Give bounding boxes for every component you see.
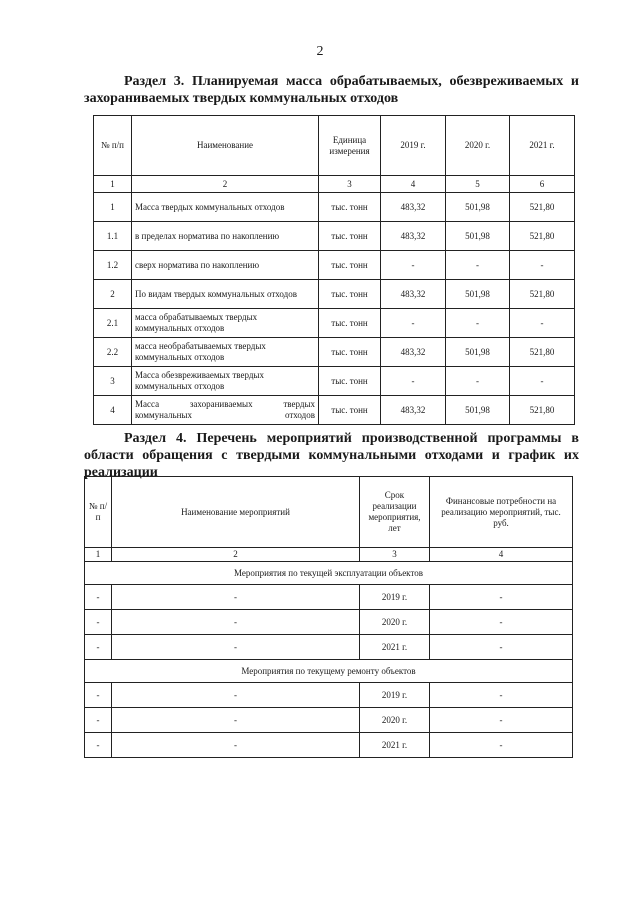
row-number: 2.2	[94, 338, 132, 367]
row-term: 2021 г.	[360, 635, 430, 660]
header-cell: Единица измерения	[319, 116, 381, 176]
header-cell: № п/п	[94, 116, 132, 176]
row-unit: тыс. тонн	[319, 222, 381, 251]
group-header-row	[85, 562, 573, 585]
row-value: 483,32	[381, 222, 446, 251]
table-row	[85, 683, 573, 708]
column-number: 3	[319, 176, 381, 193]
row-unit: тыс. тонн	[319, 251, 381, 280]
group-title: Мероприятия по текущему ремонту объектов	[85, 660, 573, 683]
page-number: 2	[316, 44, 324, 59]
row-value: 521,80	[510, 396, 575, 425]
row-number: -	[85, 585, 112, 610]
group-header-row	[85, 660, 573, 683]
table-row	[94, 251, 575, 280]
table-row	[94, 193, 575, 222]
row-number: 1.2	[94, 251, 132, 280]
row-name: -	[112, 635, 360, 660]
row-name: -	[112, 733, 360, 758]
row-finance: -	[430, 683, 573, 708]
column-number-row	[94, 176, 575, 193]
column-number: 3	[360, 548, 430, 562]
row-number: 1.1	[94, 222, 132, 251]
row-finance: -	[430, 610, 573, 635]
row-unit: тыс. тонн	[319, 338, 381, 367]
table-row	[94, 396, 575, 425]
row-name: в пределах норматива по накоплению	[132, 222, 319, 251]
group-title: Мероприятия по текущей эксплуатации объектов	[85, 562, 573, 585]
row-unit: тыс. тонн	[319, 280, 381, 309]
row-value: 521,80	[510, 193, 575, 222]
header-cell: Наименование	[132, 116, 319, 176]
row-number: 2.1	[94, 309, 132, 338]
row-name: -	[112, 683, 360, 708]
table-row	[94, 309, 575, 338]
row-number: 2	[94, 280, 132, 309]
row-term: 2019 г.	[360, 585, 430, 610]
section3-table	[93, 115, 575, 425]
row-value: -	[381, 367, 446, 396]
row-value: 521,80	[510, 222, 575, 251]
table-row	[94, 338, 575, 367]
column-number: 6	[510, 176, 575, 193]
row-value: 501,98	[446, 222, 510, 251]
table-row	[85, 610, 573, 635]
column-number: 4	[381, 176, 446, 193]
row-value: -	[446, 367, 510, 396]
row-name: Масса твердых коммунальных отходов	[132, 193, 319, 222]
table-row	[94, 222, 575, 251]
header-cell: 2021 г.	[510, 116, 575, 176]
table-header-row	[94, 116, 575, 176]
column-number-row	[85, 548, 573, 562]
table-row	[85, 585, 573, 610]
row-value: 521,80	[510, 338, 575, 367]
row-value: -	[510, 309, 575, 338]
column-number: 2	[132, 176, 319, 193]
section4-title: Раздел 4. Перечень мероприятий производственной программы в области обращения с твердыми коммунальными отходами и график их реализации	[84, 431, 579, 480]
column-number: 1	[94, 176, 132, 193]
table-row	[85, 708, 573, 733]
row-value: 483,32	[381, 396, 446, 425]
row-name: масса необрабатываемых твердых коммунальных отходов	[132, 338, 319, 367]
row-number: 4	[94, 396, 132, 425]
row-name: Масса обезвреживаемых твердых коммунальных отходов	[132, 367, 319, 396]
row-number: -	[85, 635, 112, 660]
row-value: 483,32	[381, 338, 446, 367]
row-term: 2019 г.	[360, 683, 430, 708]
table-header-row	[85, 477, 573, 548]
header-cell: 2020 г.	[446, 116, 510, 176]
row-unit: тыс. тонн	[319, 309, 381, 338]
header-cell: № п/п	[85, 477, 112, 548]
row-name: -	[112, 708, 360, 733]
row-number: 1	[94, 193, 132, 222]
row-value: -	[510, 367, 575, 396]
header-cell: Срок реализации мероприятия, лет	[360, 477, 430, 548]
table-row	[85, 733, 573, 758]
row-term: 2021 г.	[360, 733, 430, 758]
header-cell: Наименование мероприятий	[112, 477, 360, 548]
row-finance: -	[430, 708, 573, 733]
row-number: -	[85, 683, 112, 708]
row-name: масса обрабатываемых твердых коммунальных отходов	[132, 309, 319, 338]
row-value: -	[510, 251, 575, 280]
row-name: -	[112, 610, 360, 635]
row-unit: тыс. тонн	[319, 396, 381, 425]
row-name: сверх норматива по накоплению	[132, 251, 319, 280]
row-finance: -	[430, 585, 573, 610]
row-finance: -	[430, 635, 573, 660]
row-number: -	[85, 733, 112, 758]
header-cell: 2019 г.	[381, 116, 446, 176]
row-name: -	[112, 585, 360, 610]
column-number: 1	[85, 548, 112, 562]
row-finance: -	[430, 733, 573, 758]
column-number: 5	[446, 176, 510, 193]
row-value: -	[381, 309, 446, 338]
row-name: Масса захораниваемых твердых коммунальных отходов	[132, 396, 319, 425]
section4-table	[84, 476, 573, 758]
table-row	[85, 635, 573, 660]
row-number: -	[85, 708, 112, 733]
row-value: 501,98	[446, 338, 510, 367]
row-number: -	[85, 610, 112, 635]
row-unit: тыс. тонн	[319, 367, 381, 396]
table-row	[94, 280, 575, 309]
row-unit: тыс. тонн	[319, 193, 381, 222]
row-value: 501,98	[446, 280, 510, 309]
section3-title: Раздел 3. Планируемая масса обрабатываемых, обезвреживаемых и захораниваемых твердых коммунальных отходов	[84, 74, 579, 106]
row-value: 483,32	[381, 280, 446, 309]
row-number: 3	[94, 367, 132, 396]
column-number: 2	[112, 548, 360, 562]
row-value: -	[446, 251, 510, 280]
row-value: 483,32	[381, 193, 446, 222]
row-value: 501,98	[446, 396, 510, 425]
row-value: -	[381, 251, 446, 280]
row-value: 501,98	[446, 193, 510, 222]
row-value: -	[446, 309, 510, 338]
row-term: 2020 г.	[360, 610, 430, 635]
header-cell: Финансовые потребности на реализацию мероприятий, тыс. руб.	[430, 477, 573, 548]
row-term: 2020 г.	[360, 708, 430, 733]
table-row	[94, 367, 575, 396]
column-number: 4	[430, 548, 573, 562]
row-name: По видам твердых коммунальных отходов	[132, 280, 319, 309]
row-value: 521,80	[510, 280, 575, 309]
